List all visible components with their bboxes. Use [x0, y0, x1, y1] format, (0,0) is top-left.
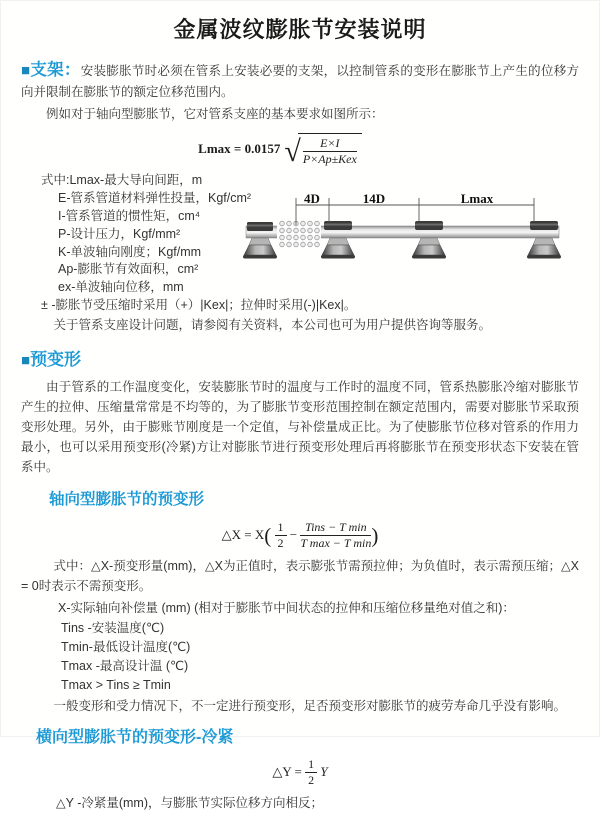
- lateral-subheading: 横向型膨胀节的预变形-冷紧: [36, 728, 234, 746]
- dim-label-4d: 4D: [304, 191, 320, 206]
- dimension-line: [296, 198, 534, 225]
- temp-denominator: T max − T min: [300, 536, 372, 551]
- axial-subheading: 轴向型膨胀节的预变形: [49, 491, 205, 509]
- support-example-line: 例如对于轴向型膨胀节，它对管系支座的基本要求如图所示：: [46, 106, 384, 121]
- dim-label-14d: 14D: [362, 191, 386, 206]
- formula-var-line: I-管系管道的惯性矩，cm⁴: [58, 209, 201, 224]
- temperature-fraction: [300, 521, 371, 551]
- guide-support: [412, 221, 446, 259]
- one-half-fraction: [275, 521, 287, 551]
- formula-var-line: Ap-膨胀节有效面积，cm²: [58, 262, 199, 277]
- temp-definition-line: Tmin-最低设计温度(℃): [61, 640, 191, 655]
- formula-var-line: E-管系管道材料弹性投量，Kgf/cm²: [58, 191, 252, 206]
- support-heading-label: 支架：: [30, 61, 81, 79]
- temp-numerator: Tins − T min: [300, 521, 371, 536]
- guide-support: [321, 221, 355, 259]
- bellows-expansion-joint: [277, 221, 321, 247]
- support-intro-paragraph: [21, 57, 579, 103]
- pipe-support-diagram: [244, 192, 600, 288]
- x-definition-line: X-实际轴向补偿量 (mm) (相对于膨胀节中间状态的拉伸和压缩位移量绝对值之和)：: [58, 601, 515, 616]
- formula-var-line: P-设计压力，Kgf/mm²: [58, 226, 181, 241]
- formula-var-line: 式中:Lmax-最大导向间距，m: [41, 173, 203, 188]
- document-content: [1, 57, 599, 814]
- page-title: 金属波纹膨胀节安装说明: [173, 17, 427, 42]
- formula-var-line: K-单波轴向刚度；Kgf/mm: [58, 244, 202, 259]
- temp-inequality-line: Tmax > Tins ≥ Tmin: [61, 678, 171, 693]
- temp-definition-line: Tmax -最高设计温 (℃): [61, 659, 189, 674]
- sqrt-radical: [284, 133, 361, 167]
- dy-one-half-fraction: [305, 758, 317, 788]
- lmax-formula-lhs: Lmax = 0.0157: [198, 140, 281, 156]
- predeform-body-paragraph: 由于管系的工作温度变化，安装膨胀节时的温度与工作时的温度不同，管系热膨胀冷缩对膨胀节产生的拉伸、压缩量常常是不均等的，为了膨胀节变形范围控制在额定范围内，需要对膨胀节采取预变形处理。另外，由于膨账节刚度是一个定值，与补偿量成正比。为了使膨胀节位移对管系的作用力最小，也可以采用预变形(冷紧)方让对膨胀节进行预变形处理后再将膨胀节在预变形状态下安装在管系中。: [21, 380, 579, 475]
- predeform-remark-line: 一般变形和受力情况下，不一定进行预变形，足否预变形对膨胀节的疲劳寿命几乎没有影响。: [53, 699, 567, 714]
- half-denominator: 2: [277, 536, 284, 551]
- temperature-definitions: [21, 619, 579, 695]
- guide-support: [527, 221, 561, 259]
- left-paren: (: [264, 523, 272, 548]
- delta-x-formula: [21, 521, 579, 551]
- dy-numerator: 1: [305, 758, 317, 773]
- dim-label-lmax: Lmax: [460, 191, 494, 206]
- right-paren: ): [371, 523, 379, 548]
- formula-var-line: ± -膨胀节受压缩时采用（+）|Kex|；拉伸时采用(-)|Kex|。: [41, 298, 357, 313]
- lmax-fraction: [303, 137, 357, 167]
- dx-lhs: △X = X: [221, 526, 265, 542]
- lmax-formula: [1, 133, 559, 167]
- formula-var-line: ex-单波轴向位移，mm: [58, 280, 184, 295]
- predeform-heading-label: 预变形: [30, 349, 82, 369]
- dx-definition-paragraph: 式中：△X-预变形量(mm)，△X为正值时，表示膨张节需预拉伸；为负值时，表示需预压缩；△X = 0时表示不需预变形。: [21, 558, 579, 593]
- lmax-denominator: P×Ap±Kex: [302, 152, 357, 166]
- half-numerator: 1: [275, 521, 287, 536]
- delta-y-formula: [21, 758, 579, 788]
- support-intro-text: 安装膨胀节时必须在管系上安装必要的支架，以控制管系的变形在膨胀节上产生的位移方向并限制在膨胀节的额定位移范围内。: [21, 64, 580, 100]
- dy-definition-line: △Y -冷紧量(mm)，与膨胀节实际位移方向相反；: [56, 795, 324, 810]
- radical-sign: √: [284, 134, 301, 168]
- dy-lhs: △Y =: [272, 763, 302, 779]
- lmax-numerator: E×I: [303, 137, 357, 152]
- anchor-support: [243, 222, 277, 259]
- support-consulting-note: 关于管系支座设计问题，请参阅有关资料，本公司也可为用户提供咨询等服务。: [53, 317, 492, 332]
- predeform-section-heading: [21, 347, 579, 374]
- section-marker-icon: ■: [21, 62, 31, 79]
- section-marker-icon: ■: [21, 351, 31, 369]
- support-section-heading: [21, 61, 81, 79]
- minus-sign: −: [289, 526, 298, 542]
- temp-definition-line: Tins -安装温度(℃): [61, 621, 165, 636]
- dy-denominator: 2: [308, 773, 315, 788]
- dy-rhs: Y: [320, 763, 328, 779]
